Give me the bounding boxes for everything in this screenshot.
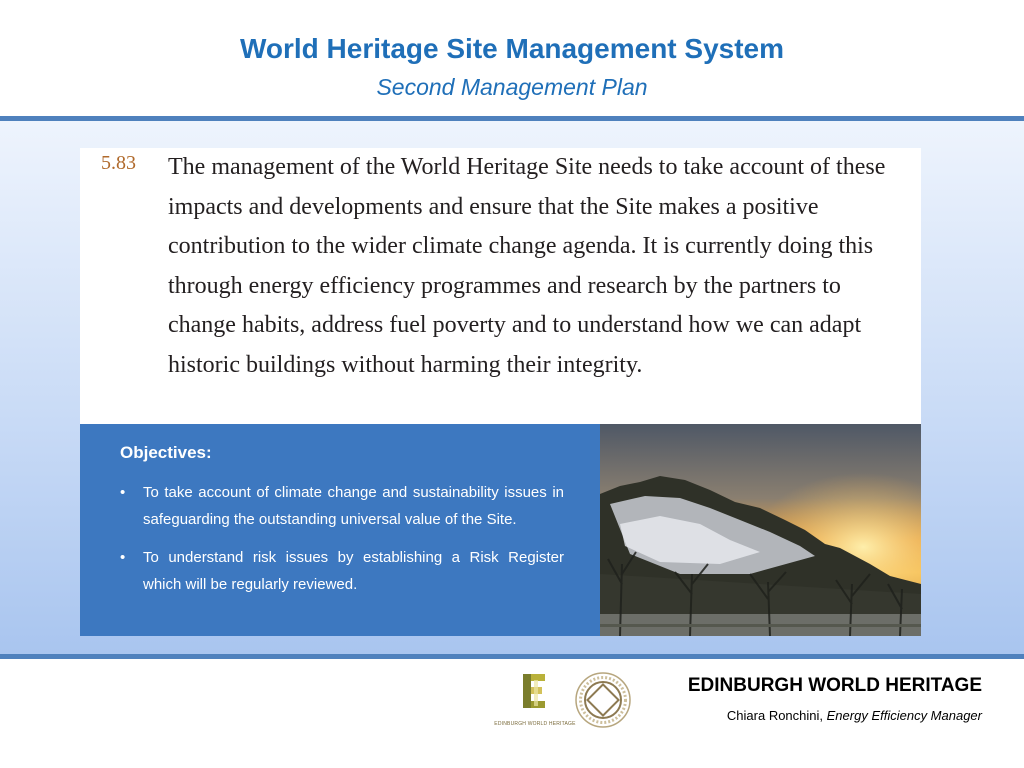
edinburgh-world-heritage-logo-icon	[493, 668, 577, 720]
presenter-byline	[727, 708, 982, 723]
objectives-heading: Objectives:	[120, 443, 212, 462]
unesco-world-heritage-emblem-icon	[573, 670, 633, 730]
unesco-world-heritage-emblem	[573, 670, 633, 730]
management-plan-excerpt	[80, 148, 921, 424]
presenter-name: Chiara Ronchini,	[726, 708, 824, 723]
objective-text: To understand risk issues by establishing a Risk Register which will be regularly reviewed.	[143, 549, 564, 593]
slide-header	[0, 0, 1024, 118]
organisation-name: EDINBURGH WORLD HERITAGE	[687, 675, 982, 696]
objectives-box	[80, 424, 600, 636]
edinburgh-castle-sunset-photo	[600, 424, 921, 636]
list-item	[120, 545, 564, 598]
slide-title: World Heritage Site Management System	[239, 33, 785, 64]
paragraph-text: The management of the World Heritage Site needs to take account of these impacts and developments and ensure that the Site makes a positive contribution to the wider climate change agenda. It is currently doing this through energy efficiency programmes and research by the partners to change habits, address fuel poverty and to understand how we can adapt historic buildings without harming their integrity.	[168, 154, 886, 378]
bullet-icon: •	[120, 549, 126, 566]
bottom-divider-band	[0, 654, 1024, 659]
objective-text: To take account of climate change and sustainability issues in safeguarding the outstanding universal value of the Site.	[143, 484, 564, 528]
bullet-icon: •	[120, 484, 126, 501]
presenter-role: Energy Efficiency Manager	[826, 708, 982, 723]
list-item	[120, 480, 564, 533]
slide-subtitle: Second Management Plan	[376, 74, 648, 100]
paragraph-number: 5.83	[101, 152, 136, 174]
objectives-list	[120, 480, 564, 610]
logo-caption: EDINBURGH WORLD HERITAGE	[494, 721, 576, 727]
edinburgh-world-heritage-logo	[493, 668, 577, 732]
photo-illustration	[600, 424, 921, 636]
